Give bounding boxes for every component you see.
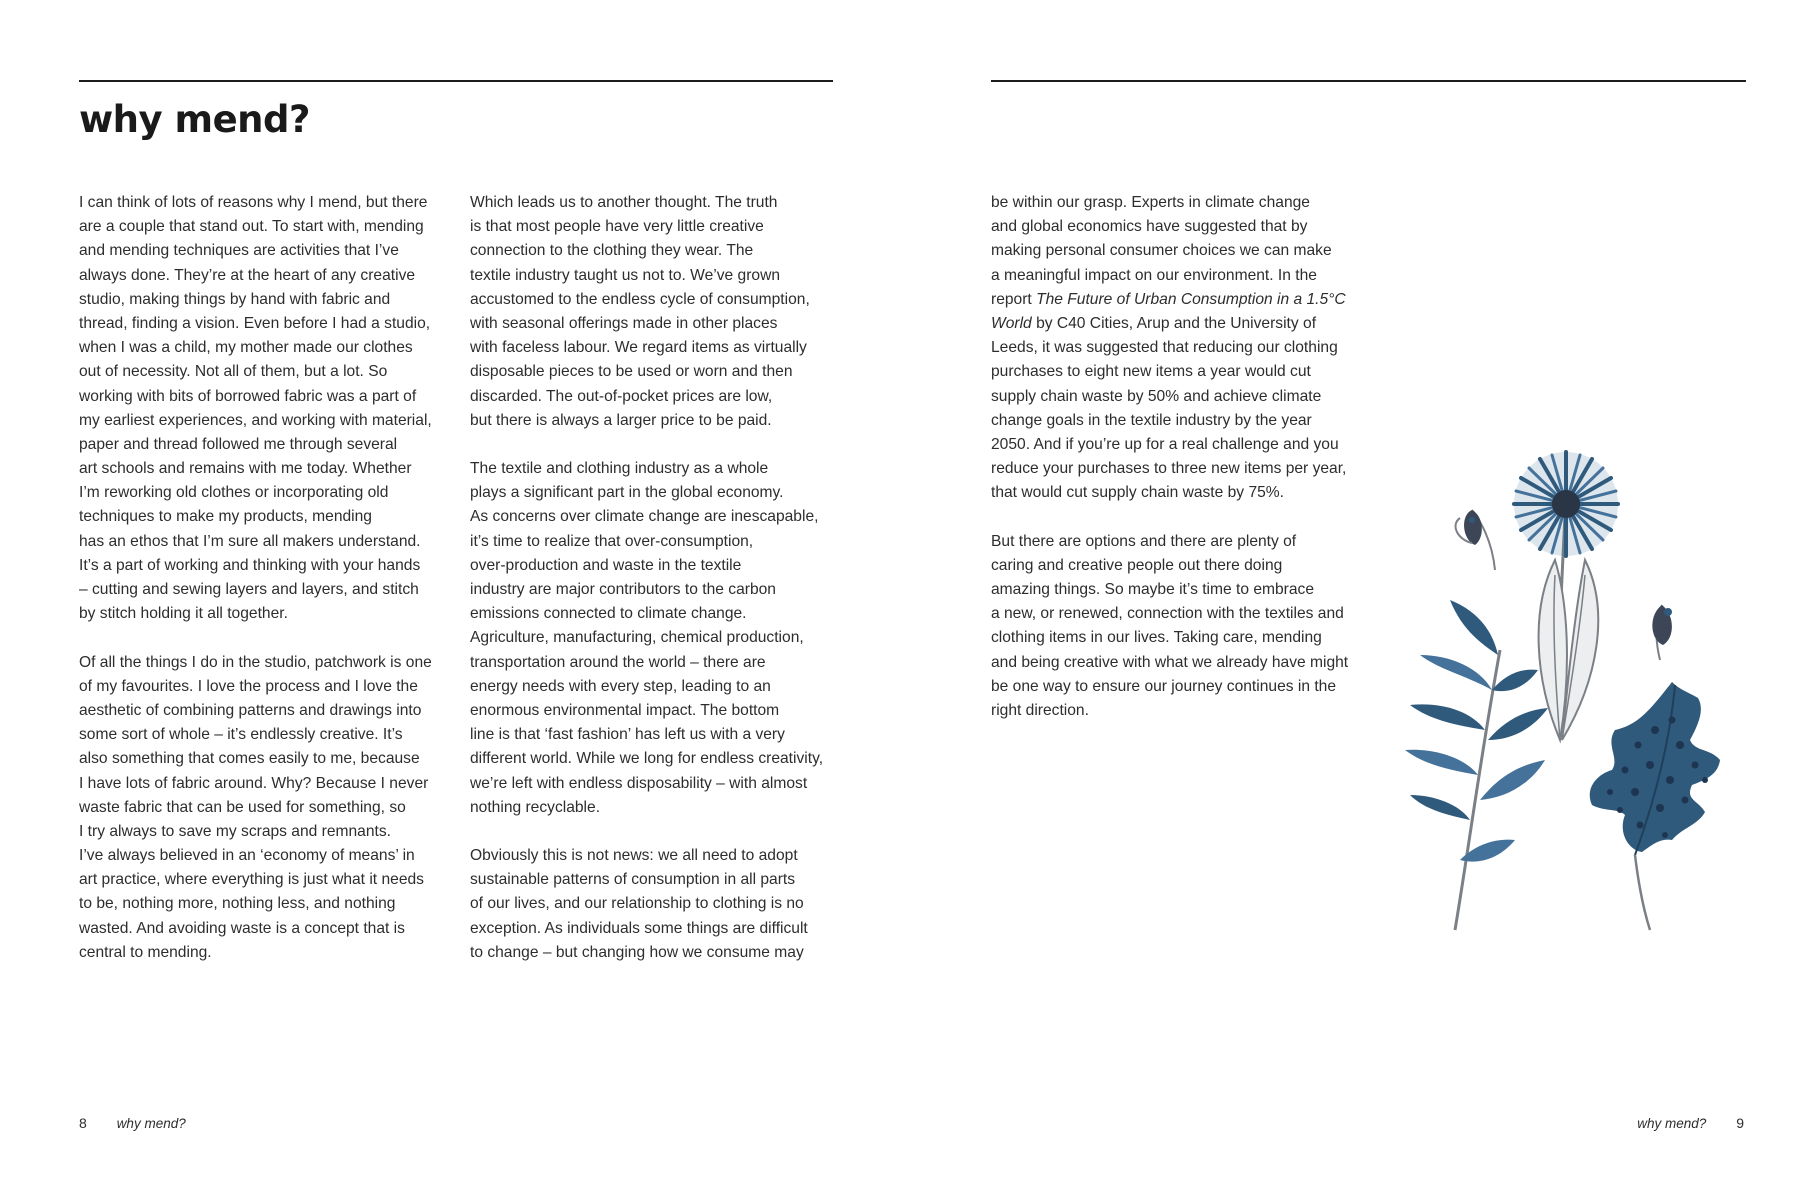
text-line: emissions connected to climate change.: [470, 605, 747, 623]
text-line: accustomed to the endless cycle of consumption,: [470, 290, 810, 308]
text-line: disposable pieces to be used or worn and then: [470, 363, 793, 381]
text-line: that would cut supply chain waste by 75%.: [991, 484, 1284, 502]
top-rule-right: [991, 80, 1746, 82]
text-line: right direction.: [991, 701, 1089, 719]
text-line: studio, making things by hand with fabric and: [79, 290, 391, 308]
text-line: techniques to make my products, mending: [79, 508, 372, 526]
text-line: I try always to save my scraps and remnants.: [79, 822, 391, 840]
text-line: and being creative with what we already have might: [991, 653, 1349, 671]
paragraph-gap: [79, 626, 449, 650]
spotted-leaf-icon: [1590, 682, 1720, 930]
text-line: has an ethos that I’m sure all makers understand.: [79, 532, 421, 550]
text-line: line is that ‘fast fashion’ has left us with a very: [470, 726, 785, 744]
paragraph-gap: [470, 433, 840, 457]
text-line: transportation around the world – there are: [470, 653, 766, 671]
text-line: art schools and remains with me today. Whether: [79, 460, 412, 478]
text-column-2: [470, 191, 840, 965]
paragraph: [470, 844, 840, 965]
text-line: making personal consumer choices we can make: [991, 242, 1332, 260]
text-line: sustainable patterns of consumption in all parts: [470, 871, 796, 889]
text-line: and global economics have suggested that by: [991, 218, 1308, 236]
text-line: are a couple that stand out. To start with, mending: [79, 218, 424, 236]
text-line: connection to the clothing they wear. The: [470, 242, 754, 260]
text-line: I’m reworking old clothes or incorporating old: [79, 484, 389, 502]
paragraph: [79, 651, 449, 965]
text-line: a new, or renewed, connection with the textiles and: [991, 605, 1344, 623]
text-line: enormous environmental impact. The bottom: [470, 701, 780, 719]
text-line: and mending techniques are activities that I’ve: [79, 242, 399, 260]
text-line: Of all the things I do in the studio, patchwork is one: [79, 653, 432, 671]
paragraph: [991, 191, 1361, 505]
top-rule-left: [79, 80, 833, 82]
text-line: to be, nothing more, nothing less, and nothing: [79, 895, 396, 913]
text-line: It’s a part of working and thinking with your hands: [79, 556, 421, 574]
text-line: of my favourites. I love the process and I love the: [79, 677, 418, 695]
text-line: But there are options and there are plenty of: [991, 532, 1297, 550]
cornflower-icon: [1514, 452, 1618, 556]
text-line: to change – but changing how we consume may: [470, 943, 804, 961]
text-line: my earliest experiences, and working with material,: [79, 411, 432, 429]
text-line: aesthetic of combining patterns and drawings into: [79, 701, 422, 719]
text-line: discarded. The out-of-pocket prices are low,: [470, 387, 773, 405]
text-line: always done. They’re at the heart of any creative: [79, 266, 416, 284]
text-line: I can think of lots of reasons why I mend, but there: [79, 194, 428, 211]
text-line: it’s time to realize that over-consumption,: [470, 532, 754, 550]
text-line: out of necessity. Not all of them, but a lot. So: [79, 363, 388, 381]
text-line: with faceless labour. We regard items as virtually: [470, 339, 807, 357]
text-line: different world. While we long for endless creativity,: [470, 750, 824, 768]
text-column-1: [79, 191, 449, 965]
leafy-branch-icon: [1405, 600, 1548, 930]
text-line: energy needs with every step, leading to an: [470, 677, 771, 695]
paragraph-gap: [991, 505, 1361, 529]
text-line: I’ve always believed in an ‘economy of means’ in: [79, 847, 415, 865]
text-line: textile industry taught us not to. We’ve grown: [470, 266, 781, 284]
text-line: when I was a child, my mother made our clothes: [79, 339, 413, 357]
bud-right-icon: [1652, 605, 1672, 660]
text-line: clothing items in our lives. Taking care, mending: [991, 629, 1322, 647]
text-line: plays a significant part in the global economy.: [470, 484, 784, 502]
text-line: art practice, where everything is just what it needs: [79, 871, 424, 889]
text-line: we’re left with endless disposability – with almost: [470, 774, 808, 792]
text-line: waste fabric that can be used for something, so: [79, 798, 406, 816]
text-line: Obviously this is not news: we all need to adopt: [470, 847, 798, 865]
paragraph-gap: [470, 820, 840, 844]
paragraph: [470, 457, 840, 820]
text-line: supply chain waste by 50% and achieve climate: [991, 387, 1322, 405]
paragraph: [79, 191, 449, 626]
footer-left: [79, 1115, 186, 1131]
text-column-3: [991, 191, 1361, 723]
text-line: World by C40 Cities, Arup and the University of: [991, 314, 1317, 332]
text-line: The textile and clothing industry as a whole: [470, 460, 769, 478]
text-line: – cutting and sewing layers and layers, and stitch: [79, 581, 419, 598]
page-number-left: 8: [79, 1115, 87, 1131]
text-line: purchases to eight new items a year would cut: [991, 363, 1311, 381]
text-line: by stitch holding it all together.: [79, 605, 288, 623]
text-line: 2050. And if you’re up for a real challenge and you: [991, 435, 1339, 453]
text-line: also something that comes easily to me, because: [79, 750, 420, 768]
text-line: be within our grasp. Experts in climate change: [991, 194, 1310, 211]
page-title: why mend?: [79, 98, 310, 141]
text-line: over-production and waste in the textile: [470, 556, 742, 574]
botanical-illustration: [1380, 440, 1720, 940]
running-title-right: why mend?: [1637, 1116, 1707, 1131]
text-line: amazing things. So maybe it’s time to embrace: [991, 581, 1314, 598]
text-line: of our lives, and our relationship to clothing is no: [470, 895, 804, 913]
text-line: reduce your purchases to three new items per year,: [991, 460, 1347, 478]
text-line: but there is always a larger price to be paid.: [470, 411, 772, 429]
text-line: Which leads us to another thought. The truth: [470, 194, 778, 211]
text-line: some sort of whole – it’s endlessly creative. It’s: [79, 726, 403, 744]
text-line: Leeds, it was suggested that reducing our clothing: [991, 339, 1338, 357]
text-line: caring and creative people out there doing: [991, 556, 1283, 574]
paragraph: [991, 530, 1361, 724]
text-line: is that most people have very little creative: [470, 218, 764, 236]
text-line: paper and thread followed me through several: [79, 435, 398, 453]
text-line: report The Future of Urban Consumption in a 1.5°C: [991, 290, 1346, 308]
text-line: wasted. And avoiding waste is a concept that is: [79, 919, 405, 937]
text-line: with seasonal offerings made in other places: [470, 314, 778, 332]
text-line: Agriculture, manufacturing, chemical production,: [470, 629, 804, 647]
footer-right: [1637, 1115, 1744, 1131]
page-number-right: 9: [1736, 1115, 1744, 1131]
text-line: change goals in the textile industry by the year: [991, 411, 1312, 429]
bud-left-icon: [1456, 510, 1495, 570]
running-title-left: why mend?: [116, 1116, 186, 1131]
text-line: central to mending.: [79, 943, 212, 961]
text-line: nothing recyclable.: [470, 798, 601, 816]
text-line: a meaningful impact on our environment. In the: [991, 266, 1317, 284]
text-line: thread, finding a vision. Even before I had a studio,: [79, 314, 431, 332]
text-line: exception. As individuals some things are difficult: [470, 919, 808, 937]
text-line: I have lots of fabric around. Why? Because I never: [79, 774, 429, 792]
paragraph: [470, 191, 840, 433]
text-line: As concerns over climate change are inescapable,: [470, 508, 819, 526]
text-line: be one way to ensure our journey continues in the: [991, 677, 1337, 695]
text-line: working with bits of borrowed fabric was a part of: [79, 387, 417, 405]
text-line: industry are major contributors to the carbon: [470, 581, 776, 598]
